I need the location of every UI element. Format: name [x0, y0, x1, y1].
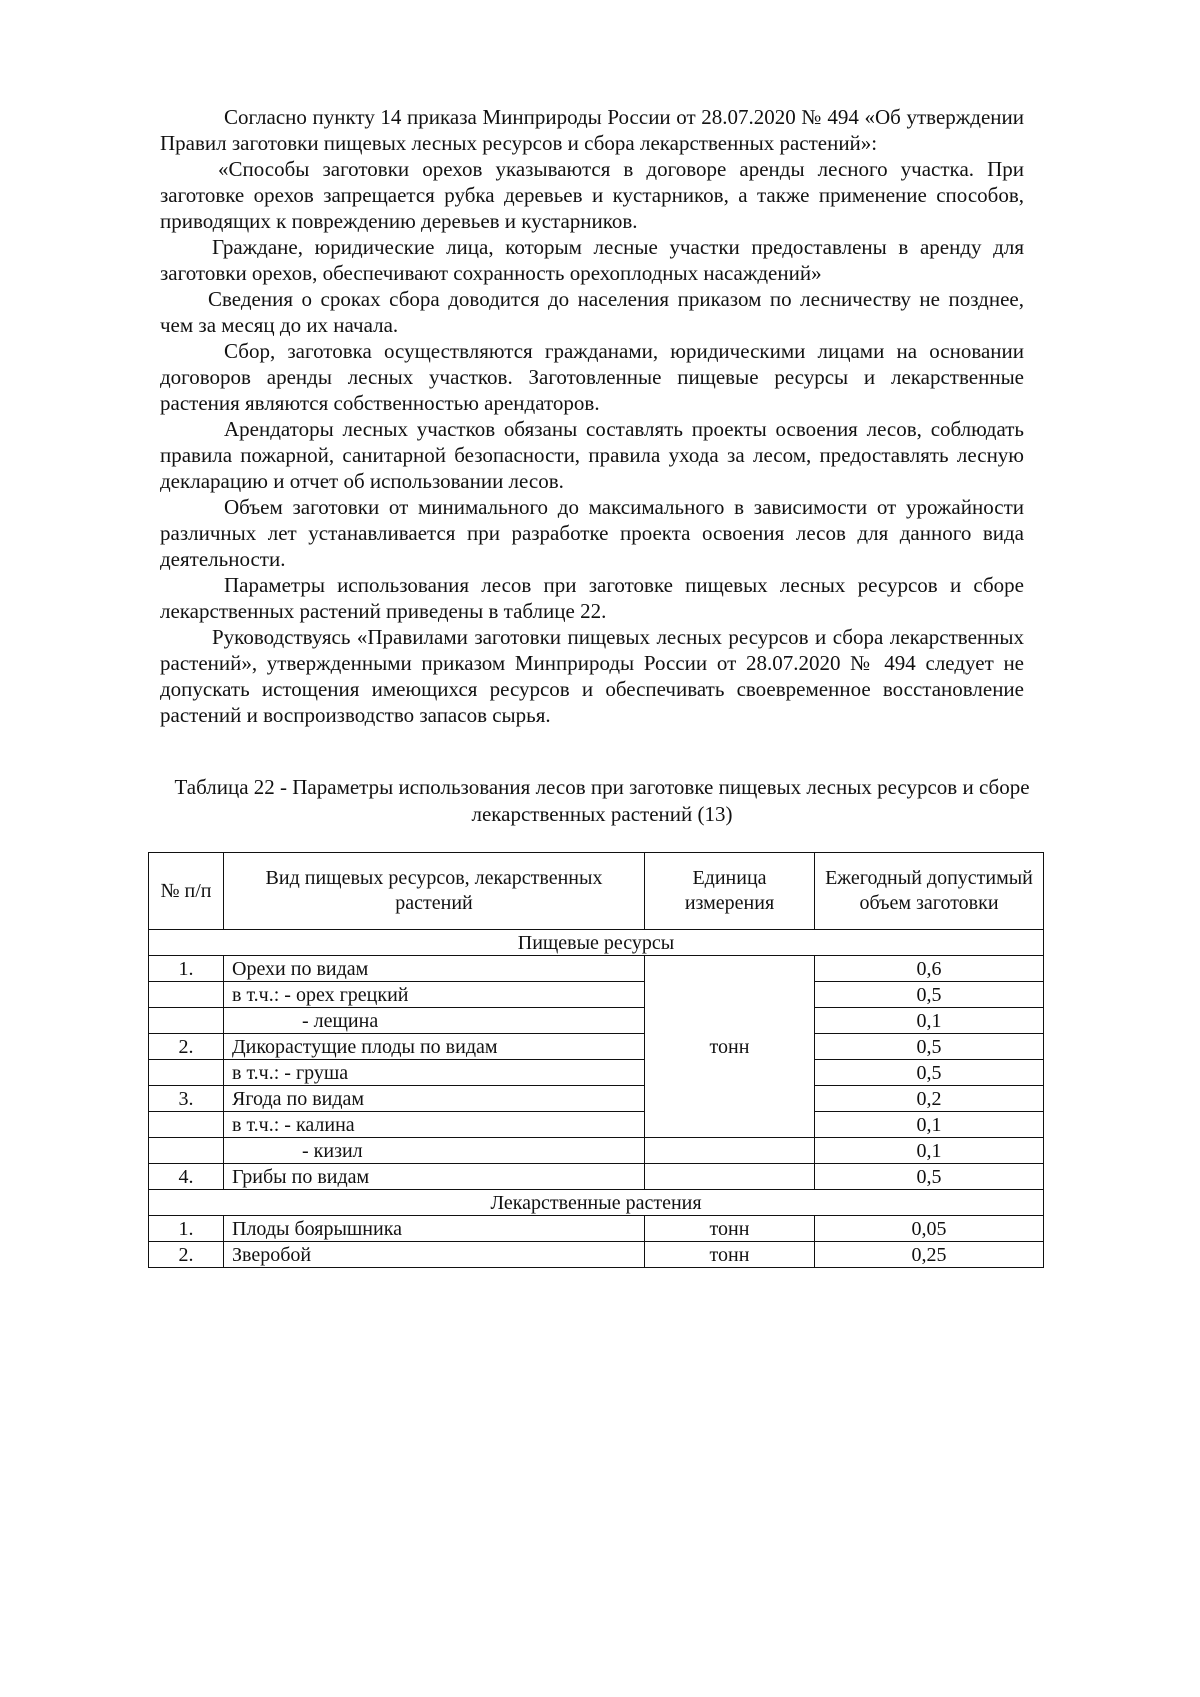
row-number: 4.	[149, 1164, 224, 1190]
section-medicinal-plants: Лекарственные растения	[149, 1190, 1044, 1216]
paragraph: Сведения о сроках сбора доводится до населения приказом по лесничеству не позднее, чем за месяц до их начала.	[160, 287, 1024, 337]
resources-table	[148, 852, 1044, 1268]
row-name: Зверобой	[224, 1242, 645, 1268]
section-food-resources: Пищевые ресурсы	[149, 930, 1044, 956]
row-value: 0,5	[815, 1164, 1044, 1190]
table-row	[149, 1164, 1044, 1190]
row-name: Грибы по видам	[224, 1164, 645, 1190]
paragraph: Объем заготовки от минимального до максимального в зависимости от урожайности различных лет устанавливается при разработке проекта освоения лесов для данного вида деятельности.	[160, 495, 1024, 571]
paragraph: Граждане, юридические лица, которым лесные участки предоставлены в аренду для заготовки орехов, обеспечивают сохранность орехоплодных насаждений»	[160, 235, 1024, 285]
paragraph: Параметры использования лесов при заготовке пищевых лесных ресурсов и сборе лекарственных растений приведены в таблице 22.	[160, 573, 1024, 623]
paragraph: Сбор, заготовка осуществляются гражданами, юридическими лицами на основании договоров аренды лесных участков. Заготовленные пищевые ресурсы и лекарственные растения являются собственностью арендаторов.	[160, 339, 1024, 415]
paragraph: Согласно пункту 14 приказа Минприроды России от 28.07.2020 № 494 «Об утверждении Правил заготовки пищевых лесных ресурсов и сбора лекарственных растений»:	[160, 105, 1024, 155]
table-row	[149, 1138, 1044, 1164]
row-name: в т.ч.: - калина	[224, 1112, 645, 1138]
header-number: № п/п	[149, 853, 224, 930]
header-resource-type: Вид пищевых ресурсов, лекарственных растений	[224, 853, 645, 930]
table-row	[149, 1060, 1044, 1086]
row-value: 0,6	[815, 956, 1044, 982]
row-name: Плоды боярышника	[224, 1216, 645, 1242]
table-row	[149, 982, 1044, 1008]
row-name: в т.ч.: - груша	[224, 1060, 645, 1086]
row-value: 0,1	[815, 1008, 1044, 1034]
row-name: - кизил	[224, 1138, 645, 1164]
row-value: 0,5	[815, 982, 1044, 1008]
row-name: Ягода по видам	[224, 1086, 645, 1112]
table-row	[149, 1008, 1044, 1034]
row-value: 0,05	[815, 1216, 1044, 1242]
row-name: - лещина	[224, 1008, 645, 1034]
row-number	[149, 982, 224, 1008]
table-header-row	[149, 853, 1044, 930]
row-number	[149, 1008, 224, 1034]
table-caption: Таблица 22 - Параметры использования лесов при заготовке пищевых лесных ресурсов и сборе лекарственных растений (13)	[174, 775, 1030, 826]
header-unit: Единица измерения	[645, 853, 815, 930]
row-name: Орехи по видам	[224, 956, 645, 982]
row-number: 1.	[149, 1216, 224, 1242]
row-number	[149, 1060, 224, 1086]
row-value: 0,5	[815, 1060, 1044, 1086]
table-row	[149, 1216, 1044, 1242]
row-name: Дикорастущие плоды по видам	[224, 1034, 645, 1060]
row-unit: тонн	[645, 1242, 815, 1268]
row-number: 2.	[149, 1034, 224, 1060]
row-number: 3.	[149, 1086, 224, 1112]
row-name: в т.ч.: - орех грецкий	[224, 982, 645, 1008]
paragraph: «Способы заготовки орехов указываются в договоре аренды лесного участка. При заготовке орехов запрещается рубка деревьев и кустарников, а также применение способов, приводящих к повреждению деревьев и кустарников.	[160, 157, 1024, 233]
row-value: 0,2	[815, 1086, 1044, 1112]
paragraph: Руководствуясь «Правилами заготовки пищевых лесных ресурсов и сбора лекарственных растений», утвержденными приказом Минприроды России от 28.07.2020 № 494 следует не допускать истощения имеющихся ресурсов и обеспечивать своевременное восстановление растений и воспроизводство запасов сырья.	[160, 625, 1024, 727]
table-row	[149, 956, 1044, 982]
row-number	[149, 1138, 224, 1164]
row-value: 0,1	[815, 1138, 1044, 1164]
table-row	[149, 1086, 1044, 1112]
header-annual-volume: Ежегодный допустимый объем заготовки	[815, 853, 1044, 930]
row-number	[149, 1112, 224, 1138]
row-unit: тонн	[645, 956, 815, 1138]
row-value: 0,1	[815, 1112, 1044, 1138]
section-row	[149, 930, 1044, 956]
table-row	[149, 1242, 1044, 1268]
row-unit	[645, 1164, 815, 1190]
section-row	[149, 1190, 1044, 1216]
row-value: 0,25	[815, 1242, 1044, 1268]
body-text	[160, 104, 1024, 728]
table-row	[149, 1034, 1044, 1060]
table-row	[149, 1112, 1044, 1138]
row-value: 0,5	[815, 1034, 1044, 1060]
row-unit: тонн	[645, 1216, 815, 1242]
paragraph: Арендаторы лесных участков обязаны составлять проекты освоения лесов, соблюдать правила пожарной, санитарной безопасности, правила ухода за лесом, предоставлять лесную декларацию и отчет об использовании лесов.	[160, 417, 1024, 493]
row-number: 1.	[149, 956, 224, 982]
row-number: 2.	[149, 1242, 224, 1268]
row-unit	[645, 1138, 815, 1164]
